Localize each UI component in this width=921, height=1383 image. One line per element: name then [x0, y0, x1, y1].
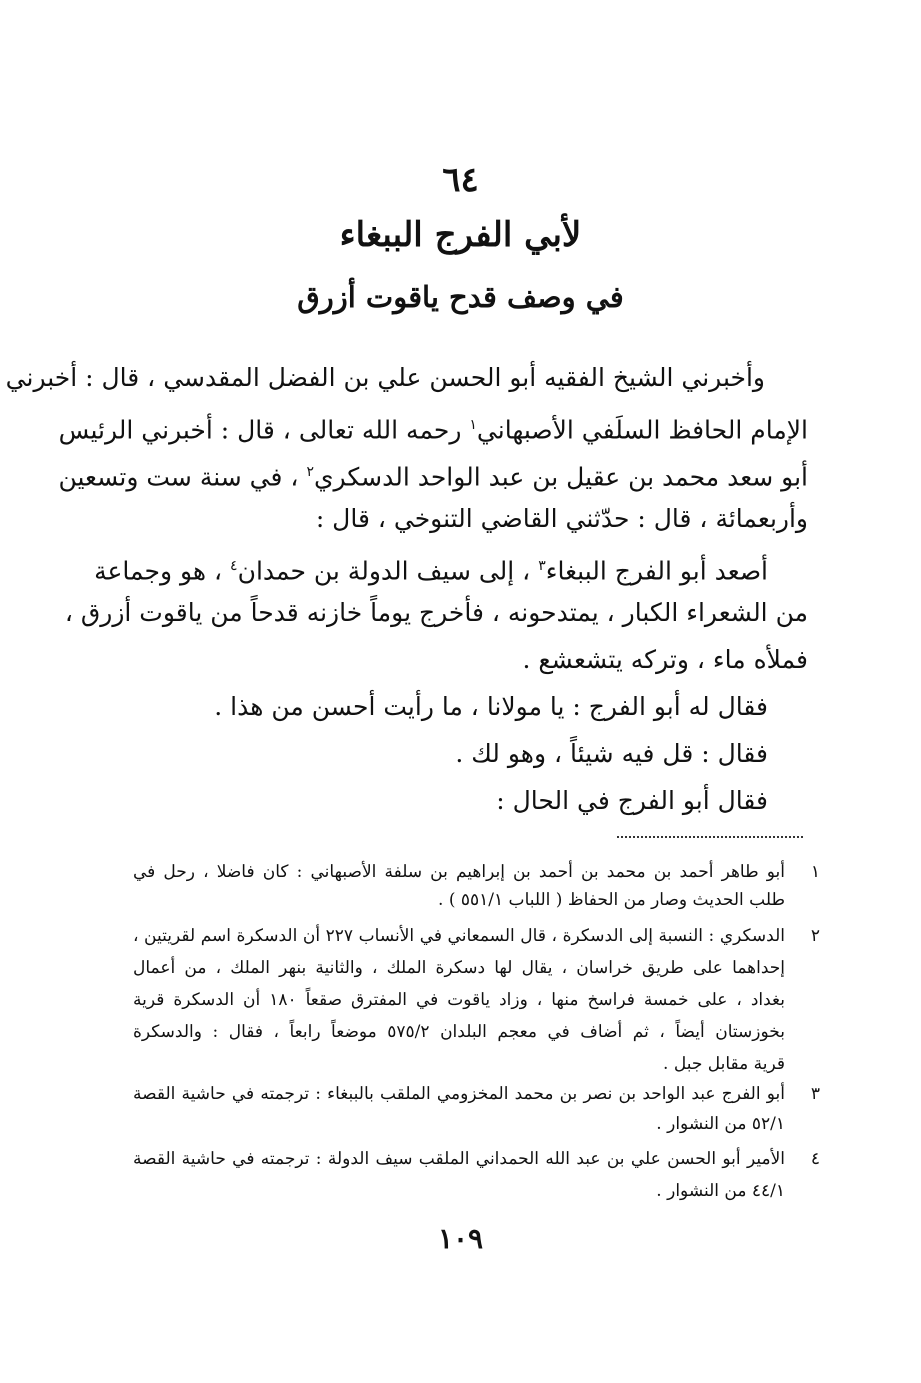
- footnote-line: إحداهما على طريق خراسان ، يقال لها دسكرة الملك ، والثانية بنهر الملك ، من أعمال: [133, 958, 785, 978]
- footnote-line: طلب الحديث وصار من الحفاظ ( اللباب ٥٥١/١ ) .: [438, 890, 785, 910]
- footnote-line: ٤٤/١ من النشوار .: [656, 1181, 785, 1201]
- body-line-7: فملأه ماء ، وتركه يتشعشع .: [522, 645, 808, 674]
- body-line-5-part-1: أصعد أبو الفرج الببغاء: [545, 556, 768, 586]
- footnote-line: الأمير أبو الحسن علي بن عبد الله الحمداني الملقب سيف الدولة : ترجمته في حاشية القصة: [133, 1149, 785, 1169]
- story-subtitle: في وصف قدح ياقوت أزرق: [297, 280, 624, 314]
- body-line-3-part-2: ، في سنة ست وتسعين: [58, 462, 299, 492]
- footnote-line: أبو طاهر أحمد بن محمد بن أحمد بن إبراهيم بن سلفة الأصبهاني : كان فاضلا ، رحل في: [133, 862, 785, 882]
- footnote-line: الدسكري : النسبة إلى الدسكرة ، قال السمعاني في الأنساب ٢٢٧ أن الدسكرة اسم لقريتين ،: [133, 926, 785, 946]
- body-line-10: فقال أبو الفرج في الحال :: [496, 786, 768, 815]
- footnote-ref-4: ٤: [230, 558, 238, 574]
- footnote-line: قرية مقابل جبل .: [663, 1054, 785, 1074]
- body-line-5: [94, 546, 768, 590]
- body-line-2: [58, 405, 808, 449]
- footnote-marker-3: ٣: [810, 1084, 820, 1104]
- footnote-marker-1: ١: [810, 862, 820, 882]
- body-line-8: فقال له أبو الفرج : يا مولانا ، ما رأيت أحسن من هذا .: [214, 692, 768, 721]
- body-line-2-part-2: رحمه الله تعالى ، قال : أخبرني الرئيس: [58, 415, 462, 445]
- footnote-line: بخوزستان أيضاً ، ثم أضاف في معجم البلدان ٥٧٥/٢ موضعاً رابعاً ، فقال : والدسكرة: [133, 1022, 785, 1042]
- footnote-separator: [617, 836, 803, 838]
- footnote-line: أبو الفرج عبد الواحد بن نصر بن محمد المخزومي الملقب بالببغاء : ترجمته في حاشية القصة: [133, 1084, 785, 1104]
- footnote-ref-1: ١: [469, 417, 477, 433]
- story-title: لأبي الفرج الببغاء: [339, 215, 582, 255]
- body-line-6: من الشعراء الكبار ، يمتدحونه ، فأخرج يوماً خازنه قدحاً من ياقوت أزرق ،: [64, 598, 808, 627]
- story-number: ٦٤: [442, 160, 479, 200]
- footnote-marker-2: ٢: [810, 926, 820, 946]
- footnote-line: بغداد ، على خمسة فراسخ منها ، وزاد ياقوت في المفترق صقعاً ١٨٠ أن الدسكرة قرية: [133, 990, 785, 1010]
- body-line-3-part-1: أبو سعد محمد بن عقيل بن عبد الواحد الدسكري: [313, 462, 808, 492]
- page-number: ١٠٩: [437, 1222, 484, 1255]
- body-line-9: فقال : قل فيه شيئاً ، وهو لك .: [455, 739, 768, 768]
- body-line-4: وأربعمائة ، قال : حدّثني القاضي التنوخي ، قال :: [315, 504, 808, 533]
- body-line-2-part-1: الإمام الحافظ السلَفي الأصبهاني: [476, 415, 808, 445]
- body-line-3: [58, 452, 808, 496]
- body-line-1: وأخبرني الشيخ الفقيه أبو الحسن علي بن الفضل المقدسي ، قال : أخبرني: [5, 363, 765, 392]
- body-line-5-part-3: ، هو وجماعة: [94, 556, 223, 586]
- footnote-marker-4: ٤: [810, 1149, 820, 1169]
- footnote-ref-3: ٣: [538, 558, 546, 574]
- footnote-line: ٥٢/١ من النشوار .: [656, 1114, 785, 1134]
- body-line-5-part-2: ، إلى سيف الدولة بن حمدان: [237, 556, 531, 586]
- footnote-ref-2: ٢: [306, 464, 314, 480]
